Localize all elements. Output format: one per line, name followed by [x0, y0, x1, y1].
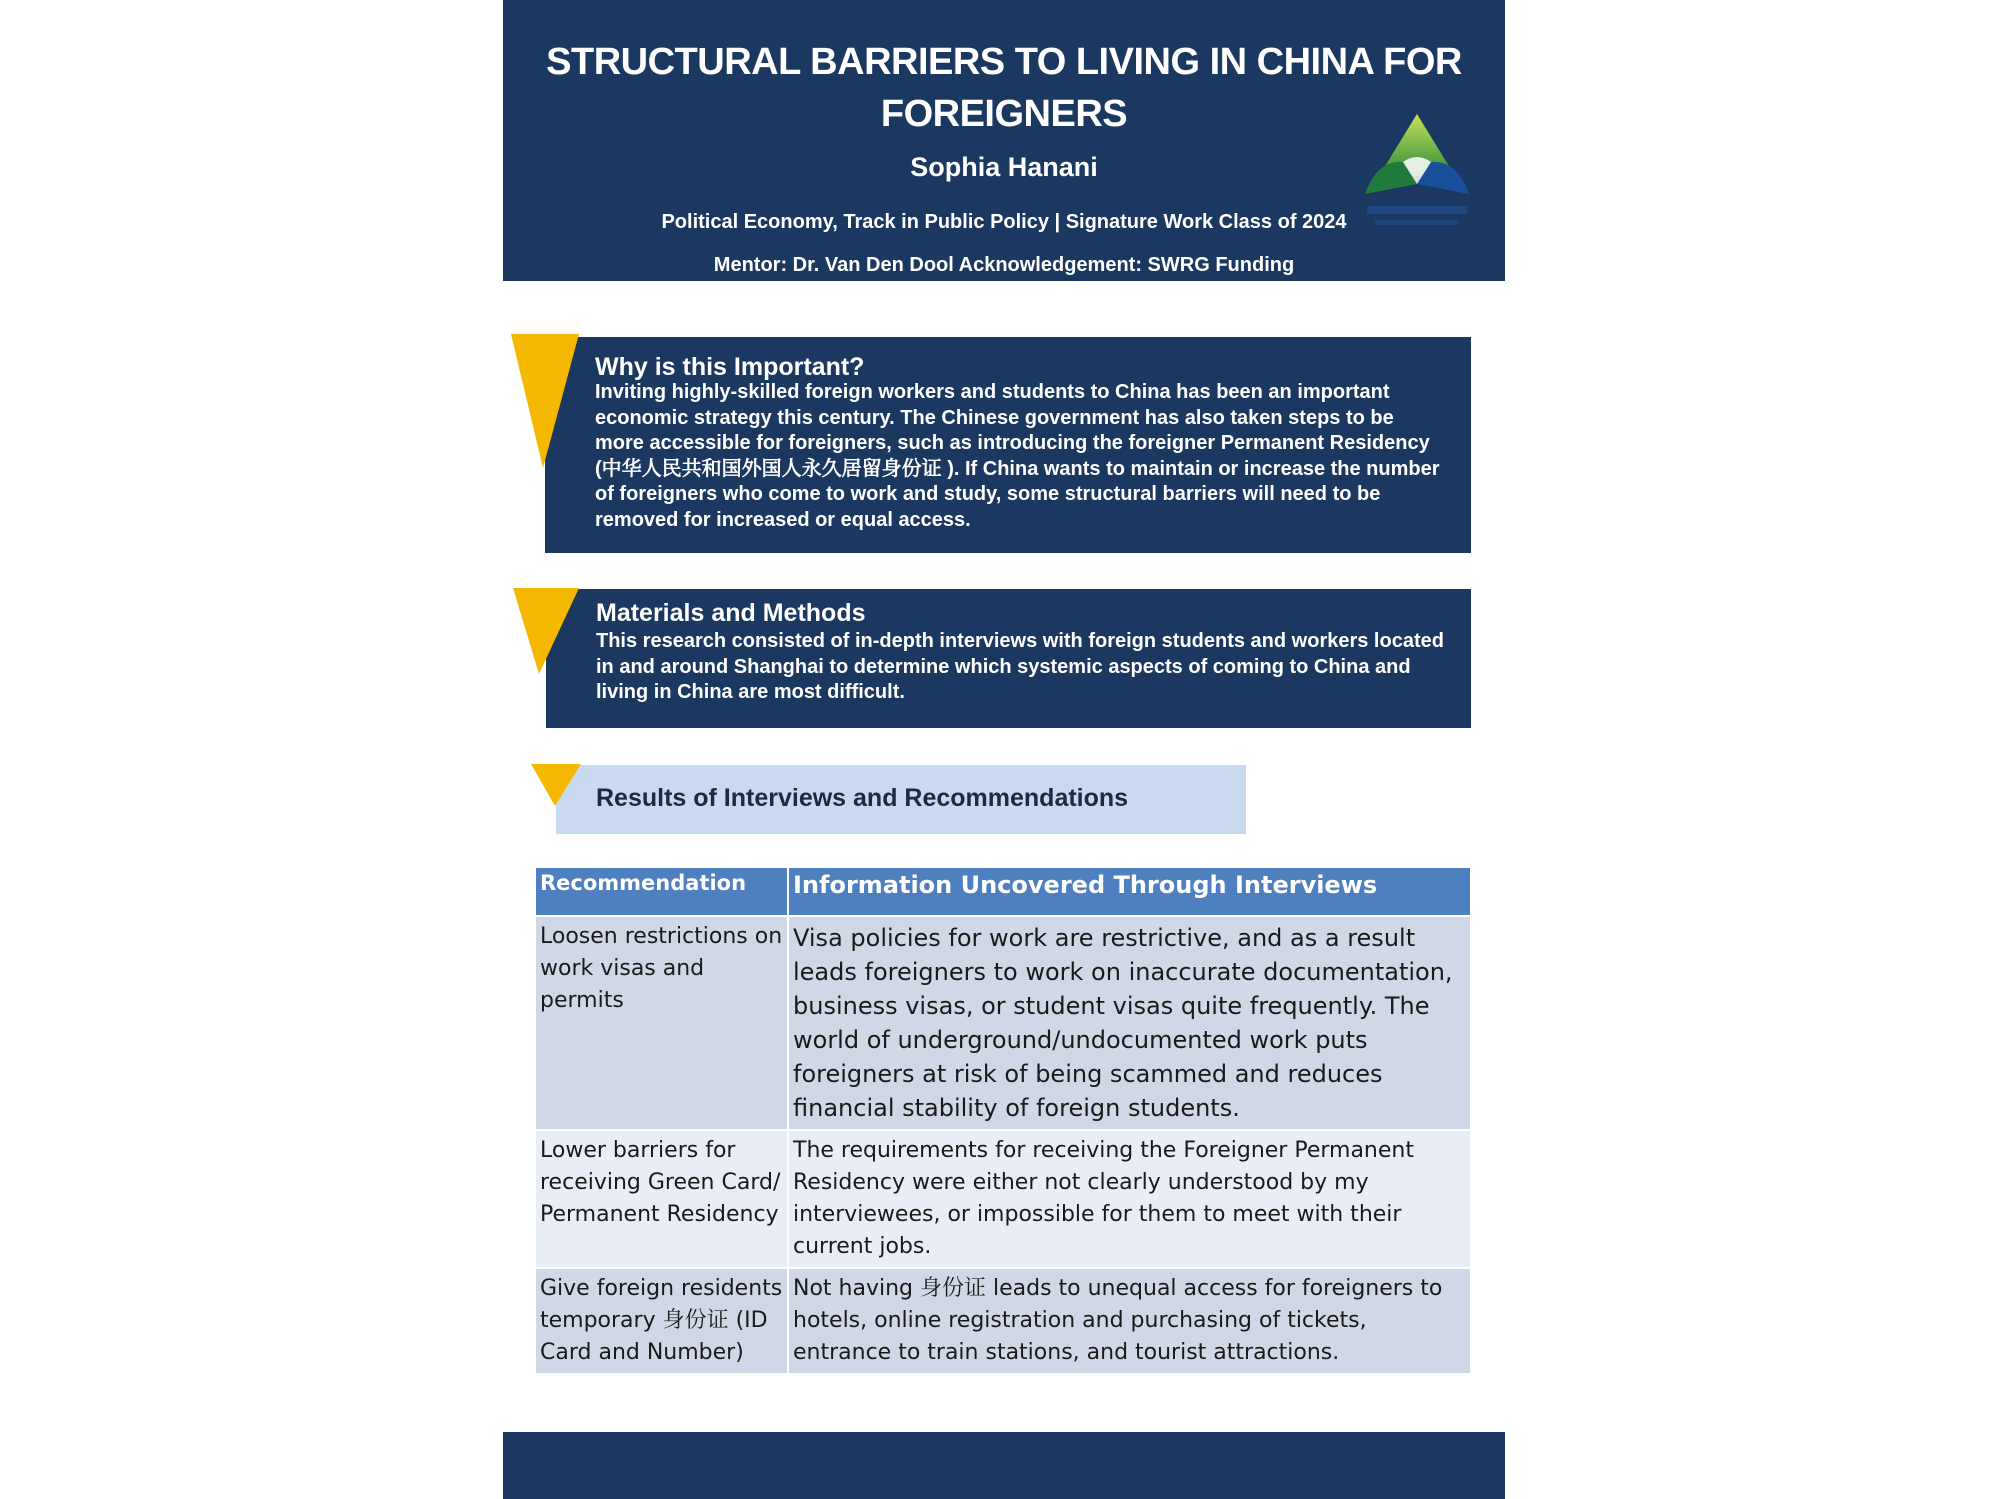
recommendation-cell: Give foreign residents temporary 身份证 (ID Card and Number)	[536, 1268, 788, 1374]
column-header-information: Information Uncovered Through Interviews	[788, 868, 1471, 916]
results-banner	[556, 765, 1246, 834]
methods-body: This research consisted of in-depth interviews with foreign students and workers located in and around Shanghai to determine which systemic aspects of coming to China and living in China are most difficult.	[596, 630, 1444, 703]
importance-heading: Why is this Important?	[595, 353, 865, 381]
methods-wedge-icon	[513, 588, 581, 674]
recommendation-cell: Loosen restrictions on work visas and permits	[536, 916, 788, 1130]
poster	[503, 0, 1505, 1499]
author-name: Sophia Hanani	[910, 152, 1098, 182]
recommendation-cell: Lower barriers for receiving Green Card/ Permanent Residency	[536, 1130, 788, 1268]
university-logo	[1363, 112, 1471, 242]
affiliation-line: Political Economy, Track in Public Policy | Signature Work Class of 2024	[661, 211, 1347, 233]
information-cell: Visa policies for work are restrictive, and as a result leads foreigners to work on inaccurate documentation, business visas, or student visas quite frequently. The world of underground/undocumented work puts foreigners at risk of being scammed and reduces financial stability of foreign students.	[788, 916, 1471, 1130]
table-row	[536, 1130, 1471, 1268]
importance-wedge-icon	[511, 334, 581, 468]
information-cell: The requirements for receiving the Foreigner Permanent Residency were either not clearly understood by my interviewees, or impossible for them to meet with their current jobs.	[788, 1130, 1471, 1268]
information-cell: Not having 身份证 leads to unequal access for foreigners to hotels, online registration and purchasing of tickets, entrance to train stations, and tourist attractions.	[788, 1268, 1471, 1374]
results-heading: Results of Interviews and Recommendations	[596, 784, 1129, 812]
importance-body: Inviting highly-skilled foreign workers and students to China has been an important economic strategy this century. The Chinese government has also taken steps to be more accessible for foreigners, such as introducing the foreigner Permanent Residency (中华人民共和国外国人永久居留身份证 ). If China wants to maintain or increase the number of foreigners who come to work and study, some structural barriers will need to be removed for increased or equal access.	[595, 381, 1440, 531]
poster-footer	[503, 1432, 1505, 1499]
methods-heading: Materials and Methods	[596, 599, 866, 627]
column-header-recommendation: Recommendation	[536, 868, 788, 916]
table-row	[536, 1268, 1471, 1374]
poster-header	[503, 0, 1505, 281]
table-header-row	[536, 868, 1471, 916]
results-wedge-icon	[531, 764, 583, 806]
mentor-line: Mentor: Dr. Van Den Dool Acknowledgement: SWRG Funding	[713, 254, 1295, 276]
findings-table	[536, 868, 1472, 1375]
methods-section	[546, 589, 1471, 728]
importance-section	[545, 337, 1471, 553]
poster-title: STRUCTURAL BARRIERS TO LIVING IN CHINA FOR FOREIGNERS	[546, 41, 1462, 135]
table-row	[536, 916, 1471, 1130]
